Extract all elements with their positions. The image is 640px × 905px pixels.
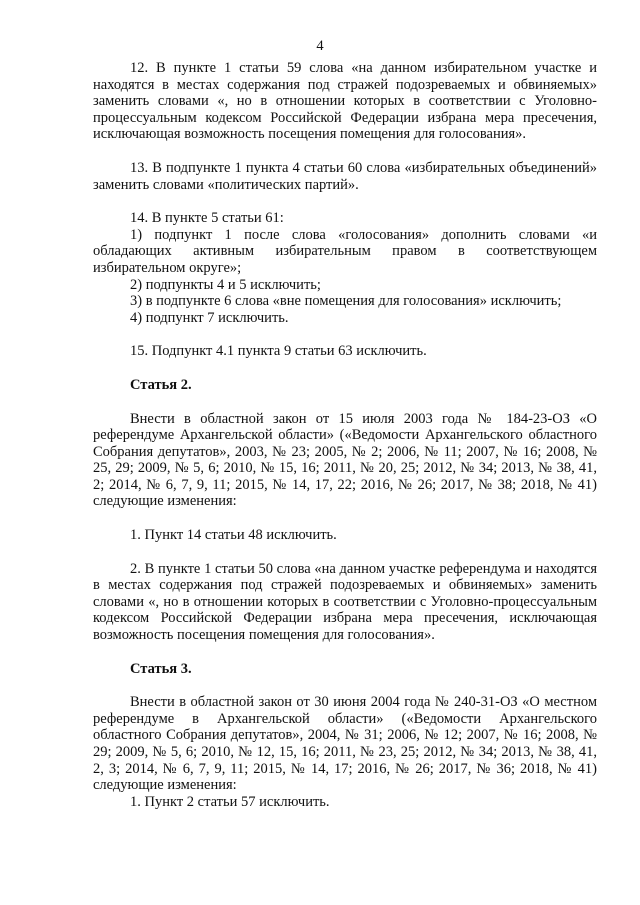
- paragraph-15: 15. Подпункт 4.1 пункта 9 статьи 63 исключить.: [130, 343, 427, 360]
- article-3-heading: Статья 3.: [130, 660, 192, 677]
- article-3-item-1: 1. Пункт 2 статьи 57 исключить.: [130, 793, 330, 810]
- paragraph-14-item-4: 4) подпункт 7 исключить.: [130, 309, 289, 326]
- article-2-heading: Статья 2.: [130, 376, 192, 393]
- paragraph-14-intro: 14. В пункте 5 статьи 61:: [130, 210, 284, 227]
- paragraph-14-item-1: 1) подпункт 1 после слова «голосования» дополнить словами «и обладающих активным избирательным правом в соответствующем избирательном округе»;: [93, 226, 597, 276]
- paragraph-14-item-3: 3) в подпункте 6 слова «вне помещения для голосования» исключить;: [130, 293, 562, 310]
- article-2-item-1: 1. Пункт 14 статьи 48 исключить.: [130, 527, 337, 544]
- article-3-intro: Внести в областной закон от 30 июня 2004 года № 240-31-ОЗ «О местном референдуме в Архангельской области» («Ведомости Архангельского областного Собрания депутатов», 2004, № 31; 2006, № 12; 2007, № 16; 2008, № 29; 2009, № 5, 6; 2010, № 12, 15, 16; 2011, № 23, 25; 2012, № 34; 2013, № 38, 41, 2, 3; 2014, № 6, 7, 9, 11; 2015, № 14, 17; 2016, № 26; 2017, № 36; 2018, № 41) следующие изменения:: [93, 694, 597, 794]
- page-number: 4: [316, 38, 324, 54]
- document-body: [93, 60, 597, 810]
- paragraph-13: 13. В подпункте 1 пункта 4 статьи 60 слова «избирательных объединений» заменить словами «политических партий».: [93, 159, 597, 193]
- paragraph-12: 12. В пункте 1 статьи 59 слова «на данном избирательном участке и находятся в местах содержания под стражей подозреваемых и обвиняемых» заменить словами «, но в отношении которых в соответствии с Уголовно-процессуальным кодексом Российской Федерации избрана мера пресечения, исключающая возможность посещения помещения для голосования».: [93, 60, 597, 143]
- article-2-item-2: 2. В пункте 1 статьи 50 слова «на данном участке референдума и находятся в местах содержания под стражей подозреваемых и обвиняемых» заменить словами «, но в отношении которых в соответствии с Уголовно-процессуальным кодексом Российской Федерации избрана мера пресечения, исключающая возможность посещения помещения для голосования».: [93, 560, 597, 644]
- article-2-intro: Внести в областной закон от 15 июля 2003 года № 184-23-ОЗ «О референдуме Архангельской области» («Ведомости Архангельского областного Собрания депутатов», 2003, № 23; 2005, № 2; 2006, № 11; 2007, № 16; 2008, № 25, 29; 2009, № 5, 6; 2010, № 15, 16; 2011, № 20, 25; 2012, № 34; 2013, № 38, 41, 2; 2014, № 6, 7, 9, 11; 2015, № 14, 17, 22; 2016, № 26; 2017, № 38; 2018, № 41) следующие изменения:: [93, 410, 597, 510]
- paragraph-14-item-2: 2) подпункты 4 и 5 исключить;: [130, 276, 321, 293]
